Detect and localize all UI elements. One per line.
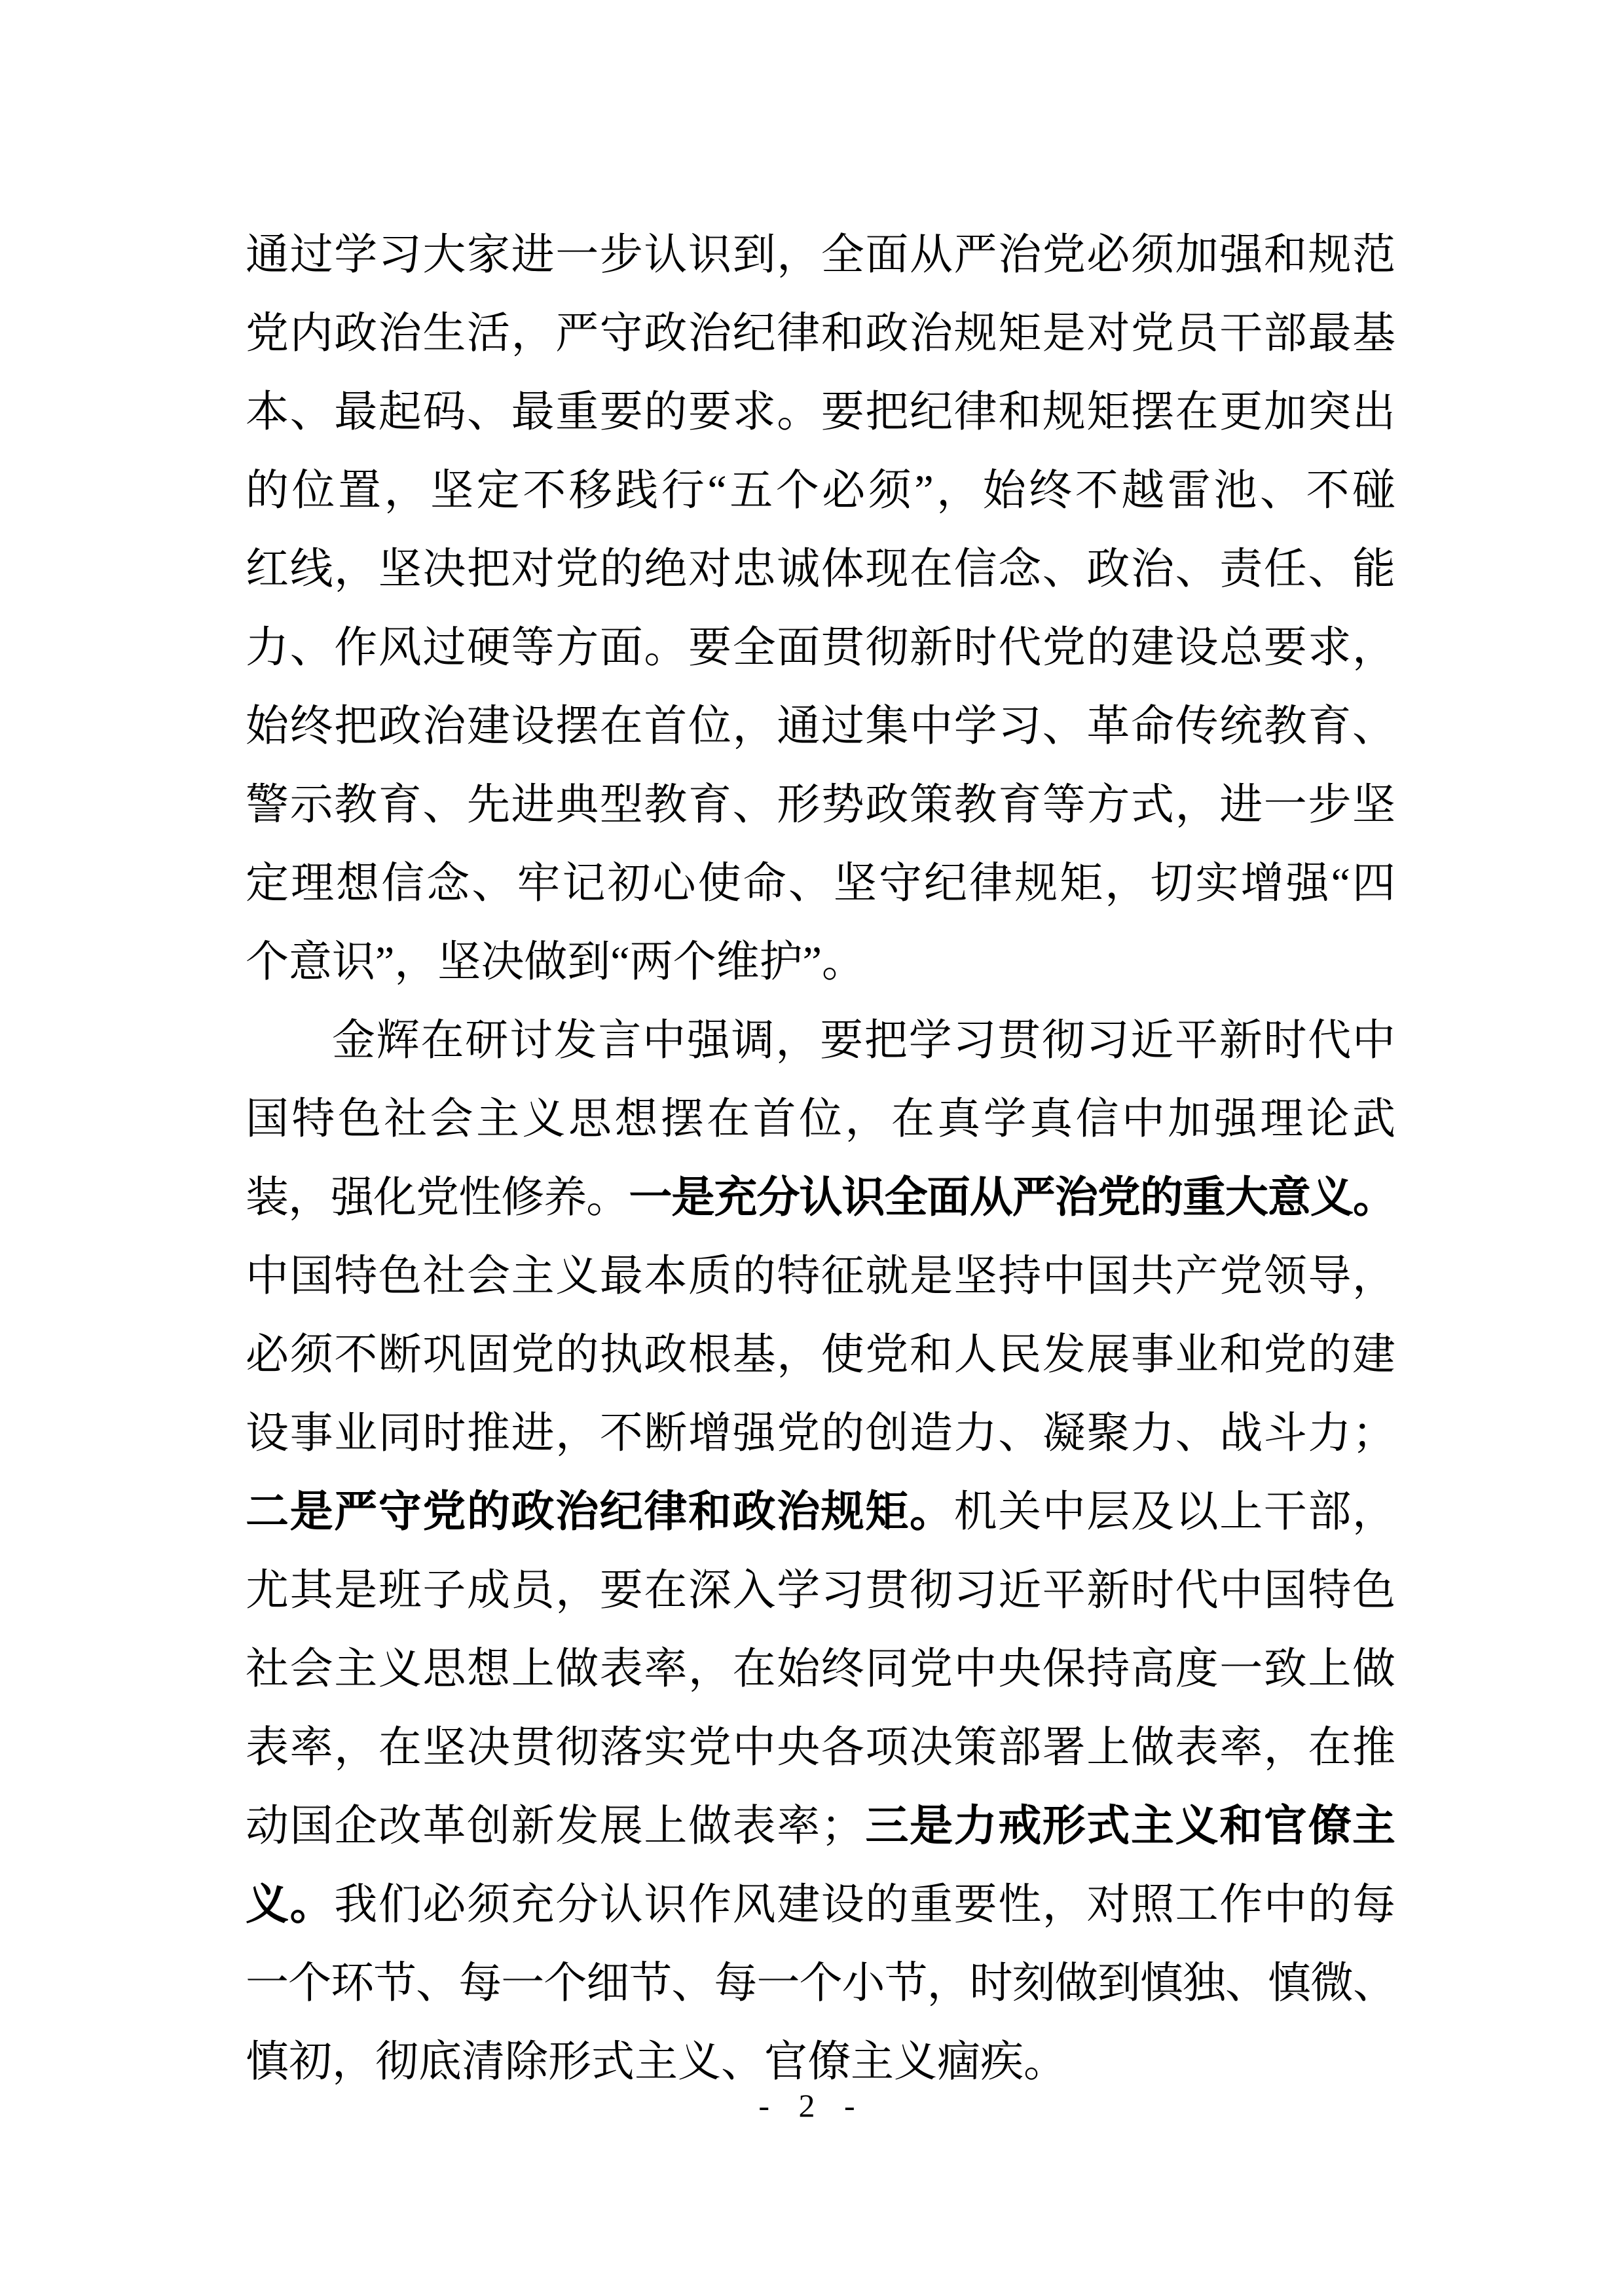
text-line (246, 1630, 1395, 1709)
text-line (246, 845, 1395, 923)
text-segment: 警示教育、先进典型教育、形势政策教育等方式，进一步坚 (246, 781, 1395, 829)
text-segment: 红线，坚决把对党的绝对忠诚体现在信念、政治、责任、能 (246, 545, 1395, 593)
text-segment: 个意识”，坚决做到“两个维护”。 (246, 938, 865, 986)
paragraph (246, 216, 1395, 1002)
text-segment: 慎初，彻底清除形式主义、官僚主义痼疾。 (246, 2038, 1067, 2086)
bold-text-segment: 三是力戒形式主义和官僚主 (864, 1802, 1396, 1850)
text-segment: 必须不断巩固党的执政根基，使党和人民发展事业和党的建 (246, 1331, 1395, 1379)
text-line (246, 295, 1395, 373)
bold-text-segment: 二是严守党的政治纪律和政治规矩。 (246, 1488, 954, 1536)
text-segment: 金辉在研讨发言中强调，要把学习贯彻习近平新时代中 (332, 1017, 1395, 1065)
body-text (246, 216, 1395, 2102)
text-segment: 表率，在坚决贯彻落实党中央各项决策部署上做表率，在推 (246, 1724, 1395, 1772)
text-line (246, 609, 1395, 687)
text-line (246, 1473, 1395, 1552)
bold-text-segment: 义。 (246, 1881, 335, 1929)
text-segment: 机关中层及以上干部， (953, 1488, 1396, 1536)
text-line (246, 530, 1395, 609)
text-segment: 党内政治生活，严守政治纪律和政治规矩是对党员干部最基 (246, 310, 1395, 357)
text-segment: 本、最起码、最重要的要求。要把纪律和规矩摆在更加突出 (246, 388, 1395, 436)
paragraph (246, 1002, 1395, 2102)
text-line (246, 1866, 1395, 1944)
text-line (246, 1944, 1395, 2023)
text-segment: 一个环节、每一个细节、每一个小节，时刻做到慎独、慎微、 (246, 1959, 1395, 2007)
text-segment: 通过学习大家进一步认识到，全面从严治党必须加强和规范 (246, 231, 1395, 279)
text-segment: 尤其是班子成员，要在深入学习贯彻习近平新时代中国特色 (246, 1567, 1395, 1614)
text-line (246, 1159, 1395, 1237)
text-segment: 力、作风过硬等方面。要全面贯彻新时代党的建设总要求， (246, 624, 1395, 672)
text-line (246, 1709, 1395, 1787)
text-line (246, 1316, 1395, 1394)
text-segment: 动国企改革创新发展上做表率； (246, 1802, 864, 1850)
text-line (246, 373, 1395, 452)
text-line (246, 766, 1395, 845)
bold-text-segment: 一是充分认识全面从严治党的重大意义。 (629, 1174, 1396, 1222)
text-line (246, 1552, 1395, 1630)
text-line (246, 216, 1395, 295)
text-segment: 的位置，坚定不移践行“五个必须”，始终不越雷池、不碰 (246, 467, 1395, 515)
text-segment: 设事业同时推进，不断增强党的创造力、凝聚力、战斗力； (246, 1410, 1395, 1457)
text-segment: 定理想信念、牢记初心使命、坚守纪律规矩，切实增强“四 (246, 860, 1395, 907)
text-line (246, 1002, 1395, 1080)
text-segment: 社会主义思想上做表率，在始终同党中央保持高度一致上做 (246, 1645, 1395, 1693)
text-line (246, 1787, 1395, 1866)
text-line (246, 1080, 1395, 1159)
text-segment: 中国特色社会主义最本质的特征就是坚持中国共产党领导， (246, 1252, 1395, 1300)
text-segment: 装，强化党性修养。 (246, 1174, 629, 1222)
text-segment: 始终把政治建设摆在首位，通过集中学习、革命传统教育、 (246, 702, 1395, 750)
text-segment: 我们必须充分认识作风建设的重要性，对照工作中的每 (334, 1881, 1396, 1929)
text-line (246, 452, 1395, 530)
footer-page-number: - 2 - (758, 2087, 866, 2124)
text-line (246, 687, 1395, 766)
text-line (246, 1394, 1395, 1473)
text-segment: 国特色社会主义思想摆在首位，在真学真信中加强理论武 (246, 1095, 1395, 1143)
text-line (246, 923, 1395, 1002)
text-line (246, 1237, 1395, 1316)
